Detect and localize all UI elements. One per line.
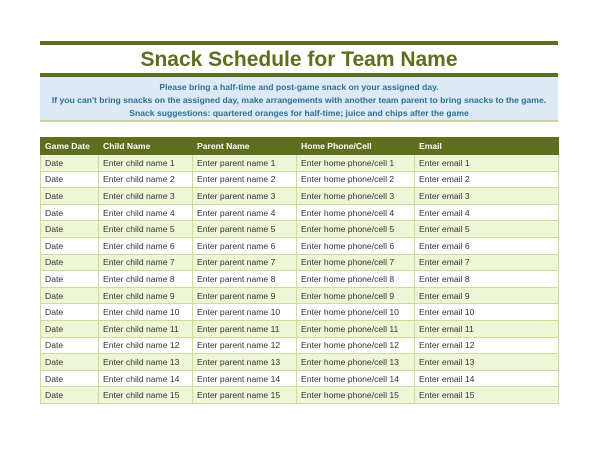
cell-home-phone[interactable]: Enter home phone/cell 2 bbox=[297, 171, 415, 188]
cell-home-phone[interactable]: Enter home phone/cell 13 bbox=[297, 354, 415, 371]
cell-parent-name[interactable]: Enter parent name 4 bbox=[193, 204, 297, 221]
table-row bbox=[41, 155, 559, 172]
cell-child-name[interactable]: Enter child name 12 bbox=[99, 337, 193, 354]
snack-schedule-table bbox=[40, 137, 559, 404]
cell-parent-name[interactable]: Enter parent name 1 bbox=[193, 155, 297, 172]
cell-game-date[interactable]: Date bbox=[41, 337, 99, 354]
cell-game-date[interactable]: Date bbox=[41, 320, 99, 337]
cell-parent-name[interactable]: Enter parent name 9 bbox=[193, 287, 297, 304]
table-row bbox=[41, 320, 559, 337]
cell-parent-name[interactable]: Enter parent name 15 bbox=[193, 387, 297, 404]
cell-home-phone[interactable]: Enter home phone/cell 9 bbox=[297, 287, 415, 304]
cell-child-name[interactable]: Enter child name 5 bbox=[99, 221, 193, 238]
cell-parent-name[interactable]: Enter parent name 2 bbox=[193, 171, 297, 188]
cell-game-date[interactable]: Date bbox=[41, 287, 99, 304]
cell-home-phone[interactable]: Enter home phone/cell 12 bbox=[297, 337, 415, 354]
cell-home-phone[interactable]: Enter home phone/cell 6 bbox=[297, 237, 415, 254]
cell-email[interactable]: Enter email 2 bbox=[415, 171, 559, 188]
cell-child-name[interactable]: Enter child name 14 bbox=[99, 370, 193, 387]
cell-parent-name[interactable]: Enter parent name 8 bbox=[193, 271, 297, 288]
cell-parent-name[interactable]: Enter parent name 6 bbox=[193, 237, 297, 254]
cell-game-date[interactable]: Date bbox=[41, 254, 99, 271]
cell-email[interactable]: Enter email 4 bbox=[415, 204, 559, 221]
cell-game-date[interactable]: Date bbox=[41, 271, 99, 288]
cell-email[interactable]: Enter email 13 bbox=[415, 354, 559, 371]
cell-game-date[interactable]: Date bbox=[41, 237, 99, 254]
table-row bbox=[41, 171, 559, 188]
page-title: Snack Schedule for Team Name bbox=[140, 48, 458, 71]
cell-email[interactable]: Enter email 5 bbox=[415, 221, 559, 238]
cell-email[interactable]: Enter email 8 bbox=[415, 271, 559, 288]
table-row bbox=[41, 337, 559, 354]
table-row bbox=[41, 254, 559, 271]
cell-home-phone[interactable]: Enter home phone/cell 3 bbox=[297, 188, 415, 205]
top-rule bbox=[40, 41, 558, 45]
table-row bbox=[41, 204, 559, 221]
cell-game-date[interactable]: Date bbox=[41, 155, 99, 172]
cell-home-phone[interactable]: Enter home phone/cell 10 bbox=[297, 304, 415, 321]
cell-home-phone[interactable]: Enter home phone/cell 5 bbox=[297, 221, 415, 238]
cell-child-name[interactable]: Enter child name 1 bbox=[99, 155, 193, 172]
cell-email[interactable]: Enter email 15 bbox=[415, 387, 559, 404]
cell-game-date[interactable]: Date bbox=[41, 354, 99, 371]
cell-email[interactable]: Enter email 10 bbox=[415, 304, 559, 321]
cell-game-date[interactable]: Date bbox=[41, 188, 99, 205]
cell-parent-name[interactable]: Enter parent name 14 bbox=[193, 370, 297, 387]
cell-parent-name[interactable]: Enter parent name 12 bbox=[193, 337, 297, 354]
cell-email[interactable]: Enter email 9 bbox=[415, 287, 559, 304]
table-row bbox=[41, 271, 559, 288]
cell-home-phone[interactable]: Enter home phone/cell 15 bbox=[297, 387, 415, 404]
cell-parent-name[interactable]: Enter parent name 10 bbox=[193, 304, 297, 321]
cell-email[interactable]: Enter email 14 bbox=[415, 370, 559, 387]
note-line: If you can't bring snacks on the assigned day, make arrangements with another team parent to bring snacks to the game. bbox=[51, 95, 547, 105]
table-row bbox=[41, 370, 559, 387]
cell-child-name[interactable]: Enter child name 11 bbox=[99, 320, 193, 337]
cell-home-phone[interactable]: Enter home phone/cell 7 bbox=[297, 254, 415, 271]
note-line: Please bring a half-time and post-game snack on your assigned day. bbox=[159, 82, 439, 92]
cell-email[interactable]: Enter email 7 bbox=[415, 254, 559, 271]
cell-parent-name[interactable]: Enter parent name 5 bbox=[193, 221, 297, 238]
cell-email[interactable]: Enter email 3 bbox=[415, 188, 559, 205]
cell-email[interactable]: Enter email 1 bbox=[415, 155, 559, 172]
cell-game-date[interactable]: Date bbox=[41, 171, 99, 188]
column-header-parent-name: Parent Name bbox=[193, 138, 297, 155]
cell-email[interactable]: Enter email 11 bbox=[415, 320, 559, 337]
table-row bbox=[41, 221, 559, 238]
cell-child-name[interactable]: Enter child name 7 bbox=[99, 254, 193, 271]
table-header-row bbox=[41, 138, 559, 155]
table-row bbox=[41, 287, 559, 304]
cell-parent-name[interactable]: Enter parent name 13 bbox=[193, 354, 297, 371]
cell-home-phone[interactable]: Enter home phone/cell 4 bbox=[297, 204, 415, 221]
cell-home-phone[interactable]: Enter home phone/cell 1 bbox=[297, 155, 415, 172]
table-row bbox=[41, 387, 559, 404]
instructions-box bbox=[40, 77, 558, 122]
cell-parent-name[interactable]: Enter parent name 3 bbox=[193, 188, 297, 205]
cell-child-name[interactable]: Enter child name 10 bbox=[99, 304, 193, 321]
note-line: Snack suggestions: quartered oranges for half-time; juice and chips after the game bbox=[129, 108, 469, 118]
column-header-game-date: Game Date bbox=[41, 138, 99, 155]
cell-child-name[interactable]: Enter child name 8 bbox=[99, 271, 193, 288]
cell-child-name[interactable]: Enter child name 13 bbox=[99, 354, 193, 371]
cell-home-phone[interactable]: Enter home phone/cell 8 bbox=[297, 271, 415, 288]
cell-child-name[interactable]: Enter child name 9 bbox=[99, 287, 193, 304]
cell-game-date[interactable]: Date bbox=[41, 221, 99, 238]
cell-child-name[interactable]: Enter child name 15 bbox=[99, 387, 193, 404]
cell-child-name[interactable]: Enter child name 3 bbox=[99, 188, 193, 205]
column-header-email: Email bbox=[415, 138, 559, 155]
cell-parent-name[interactable]: Enter parent name 11 bbox=[193, 320, 297, 337]
cell-email[interactable]: Enter email 6 bbox=[415, 237, 559, 254]
table-row bbox=[41, 188, 559, 205]
table-row bbox=[41, 304, 559, 321]
cell-child-name[interactable]: Enter child name 4 bbox=[99, 204, 193, 221]
cell-child-name[interactable]: Enter child name 6 bbox=[99, 237, 193, 254]
column-header-home-phone: Home Phone/Cell bbox=[297, 138, 415, 155]
cell-game-date[interactable]: Date bbox=[41, 204, 99, 221]
cell-home-phone[interactable]: Enter home phone/cell 11 bbox=[297, 320, 415, 337]
cell-parent-name[interactable]: Enter parent name 7 bbox=[193, 254, 297, 271]
cell-home-phone[interactable]: Enter home phone/cell 14 bbox=[297, 370, 415, 387]
column-header-child-name: Child Name bbox=[99, 138, 193, 155]
cell-game-date[interactable]: Date bbox=[41, 370, 99, 387]
table-row bbox=[41, 237, 559, 254]
cell-email[interactable]: Enter email 12 bbox=[415, 337, 559, 354]
cell-game-date[interactable]: Date bbox=[41, 304, 99, 321]
cell-game-date[interactable]: Date bbox=[41, 387, 99, 404]
cell-child-name[interactable]: Enter child name 2 bbox=[99, 171, 193, 188]
table-row bbox=[41, 354, 559, 371]
